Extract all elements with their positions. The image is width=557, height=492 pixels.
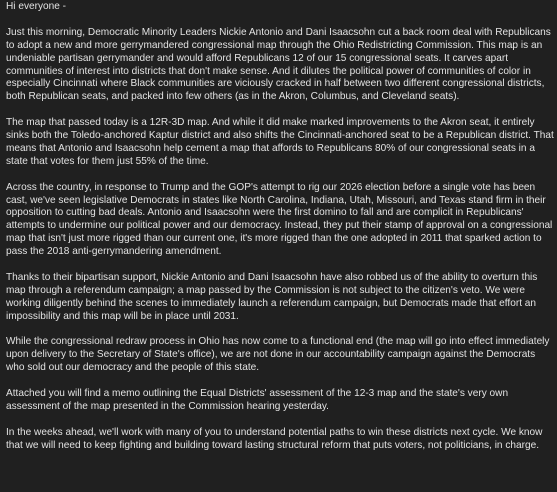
- paragraph-map-12r-3d: The map that passed today is a 12R-3D map. And while it did make marked improvements to the Akron seat, it entirely sinks both the Toledo-anchored Kaptur district and also shifts the Cincinnati-anchored seat to be a Republican district. That means that Antonio and Isaacsohn help cement a map that affords to Republicans 80% of our congressional seats in a state that votes for them just 55% of the time.: [6, 117, 554, 167]
- email-body: [6, 1, 554, 453]
- greeting: Hi everyone -: [6, 1, 67, 12]
- paragraph-across-country: Across the country, in response to Trump and the GOP's attempt to rig our 2026 election before a single vote has been cast, we've seen legislative Democrats in states like North Carolina, Indiana, Utah, Missouri, and Texas stand firm in their opposition to cutting bad deals. Antonio and Isaacsohn were the first domino to fall and are complicit in Republicans' attempts to undermine our political power and our democracy. Instead, they put their stamp of approval on a congressional map that isn't just more rigged than our current one, it's more rigged than the one adopted in 2011 that sparked action to pass the 2018 anti-gerrymandering amendment.: [6, 181, 553, 258]
- paragraph-next-steps: In the weeks ahead, we'll work with many of you to understand potential paths to win these districts next cycle. We know that we will need to keep fighting and building toward lasting structural reform that puts voters, not politicians, in charge.: [6, 426, 543, 451]
- paragraph-accountability: While the congressional redraw process in Ohio has now come to a functional end (the map will go into effect immediately upon delivery to the Secretary of State's office), we are not done in our accountability campaign against the Democrats who sold out our democracy and the people of this state.: [6, 336, 550, 374]
- paragraph-referendum: Thanks to their bipartisan support, Nickie Antonio and Dani Isaacsohn have also robbed us of the ability to overturn this map through a referendum campaign; a map passed by the Commission is not subject to the citizen's veto. We were working diligently behind the scenes to immediately launch a referendum campaign, but Democrats made that effort an impossibility and this map will be in place until 2031.: [6, 271, 538, 322]
- paragraph-attachment: Attached you will find a memo outlining the Equal Districts' assessment of the 12-3 map and the state's very own assessment of the map presented in the Commission hearing yesterday.: [6, 388, 509, 412]
- paragraph-deal: Just this morning, Democratic Minority Leaders Nickie Antonio and Dani Isaacsohn cut a back room deal with Republicans to adopt a new and more gerrymandered congressional map through the Ohio Redistricting Commission. This map is an undeniable partisan gerrymander and would afford Republicans 12 of our 15 congressional seats. It carves apart communities of interest into districts that don't make sense. And it dilutes the political power of communities of color in especially Cincinnati where Black communities are viciously cracked in half between two different congressional districts, both Republican seats, and packed into few others (as in the Akron, Columbus, and Cleveland seats).: [6, 26, 551, 103]
